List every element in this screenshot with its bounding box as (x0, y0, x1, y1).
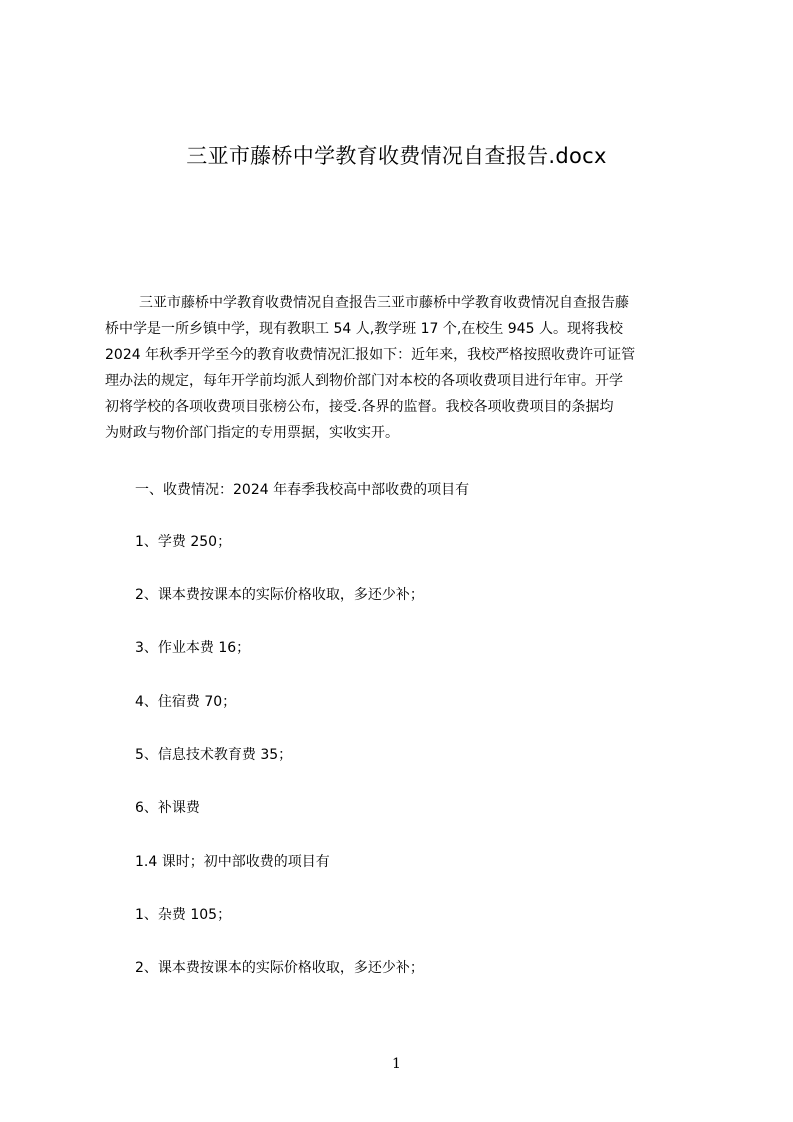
list-item: 2、课本费按课本的实际价格收取，多还少补； (135, 587, 424, 603)
list-item: 1、学费 250； (135, 534, 232, 550)
document-title: 三亚市藤桥中学教育收费情况自查报告.docx (186, 144, 607, 168)
list-item: 1、杂费 105； (135, 907, 232, 923)
intro-line: 理办法的规定，每年开学前均派人到物价部门对本校的各项收费项目进行年审。开学 (105, 373, 623, 389)
intro-line: 三亚市藤桥中学教育收费情况自查报告三亚市藤桥中学教育收费情况自查报告藤 (139, 295, 629, 311)
list-item: 1.4 课时；初中部收费的项目有 (135, 854, 330, 870)
list-item: 4、住宿费 70； (135, 694, 237, 710)
intro-line: 初将学校的各项收费项目张榜公布，接受.各界的监督。我校各项收费项目的条据均 (105, 399, 614, 415)
list-item: 3、作业本费 16； (135, 640, 251, 656)
section-heading: 一、收费情况：2024 年春季我校高中部收费的项目有 (135, 482, 470, 498)
page-number: 1 (392, 1056, 401, 1072)
intro-paragraph (105, 290, 698, 446)
intro-line: 2024 年秋季开学至今的教育收费情况汇报如下：近年来，我校严格按照收费许可证管 (105, 347, 636, 363)
intro-line: 为财政与物价部门指定的专用票据，实收实开。 (105, 425, 399, 441)
list-item: 5、信息技术教育费 35； (135, 747, 293, 763)
list-item: 6、补课费 (135, 800, 200, 816)
list-item: 2、课本费按课本的实际价格收取，多还少补； (135, 960, 424, 976)
intro-line: 桥中学是一所乡镇中学，现有教职工 54 人,教学班 17 个,在校生 945 人。现将我校 (105, 321, 623, 337)
